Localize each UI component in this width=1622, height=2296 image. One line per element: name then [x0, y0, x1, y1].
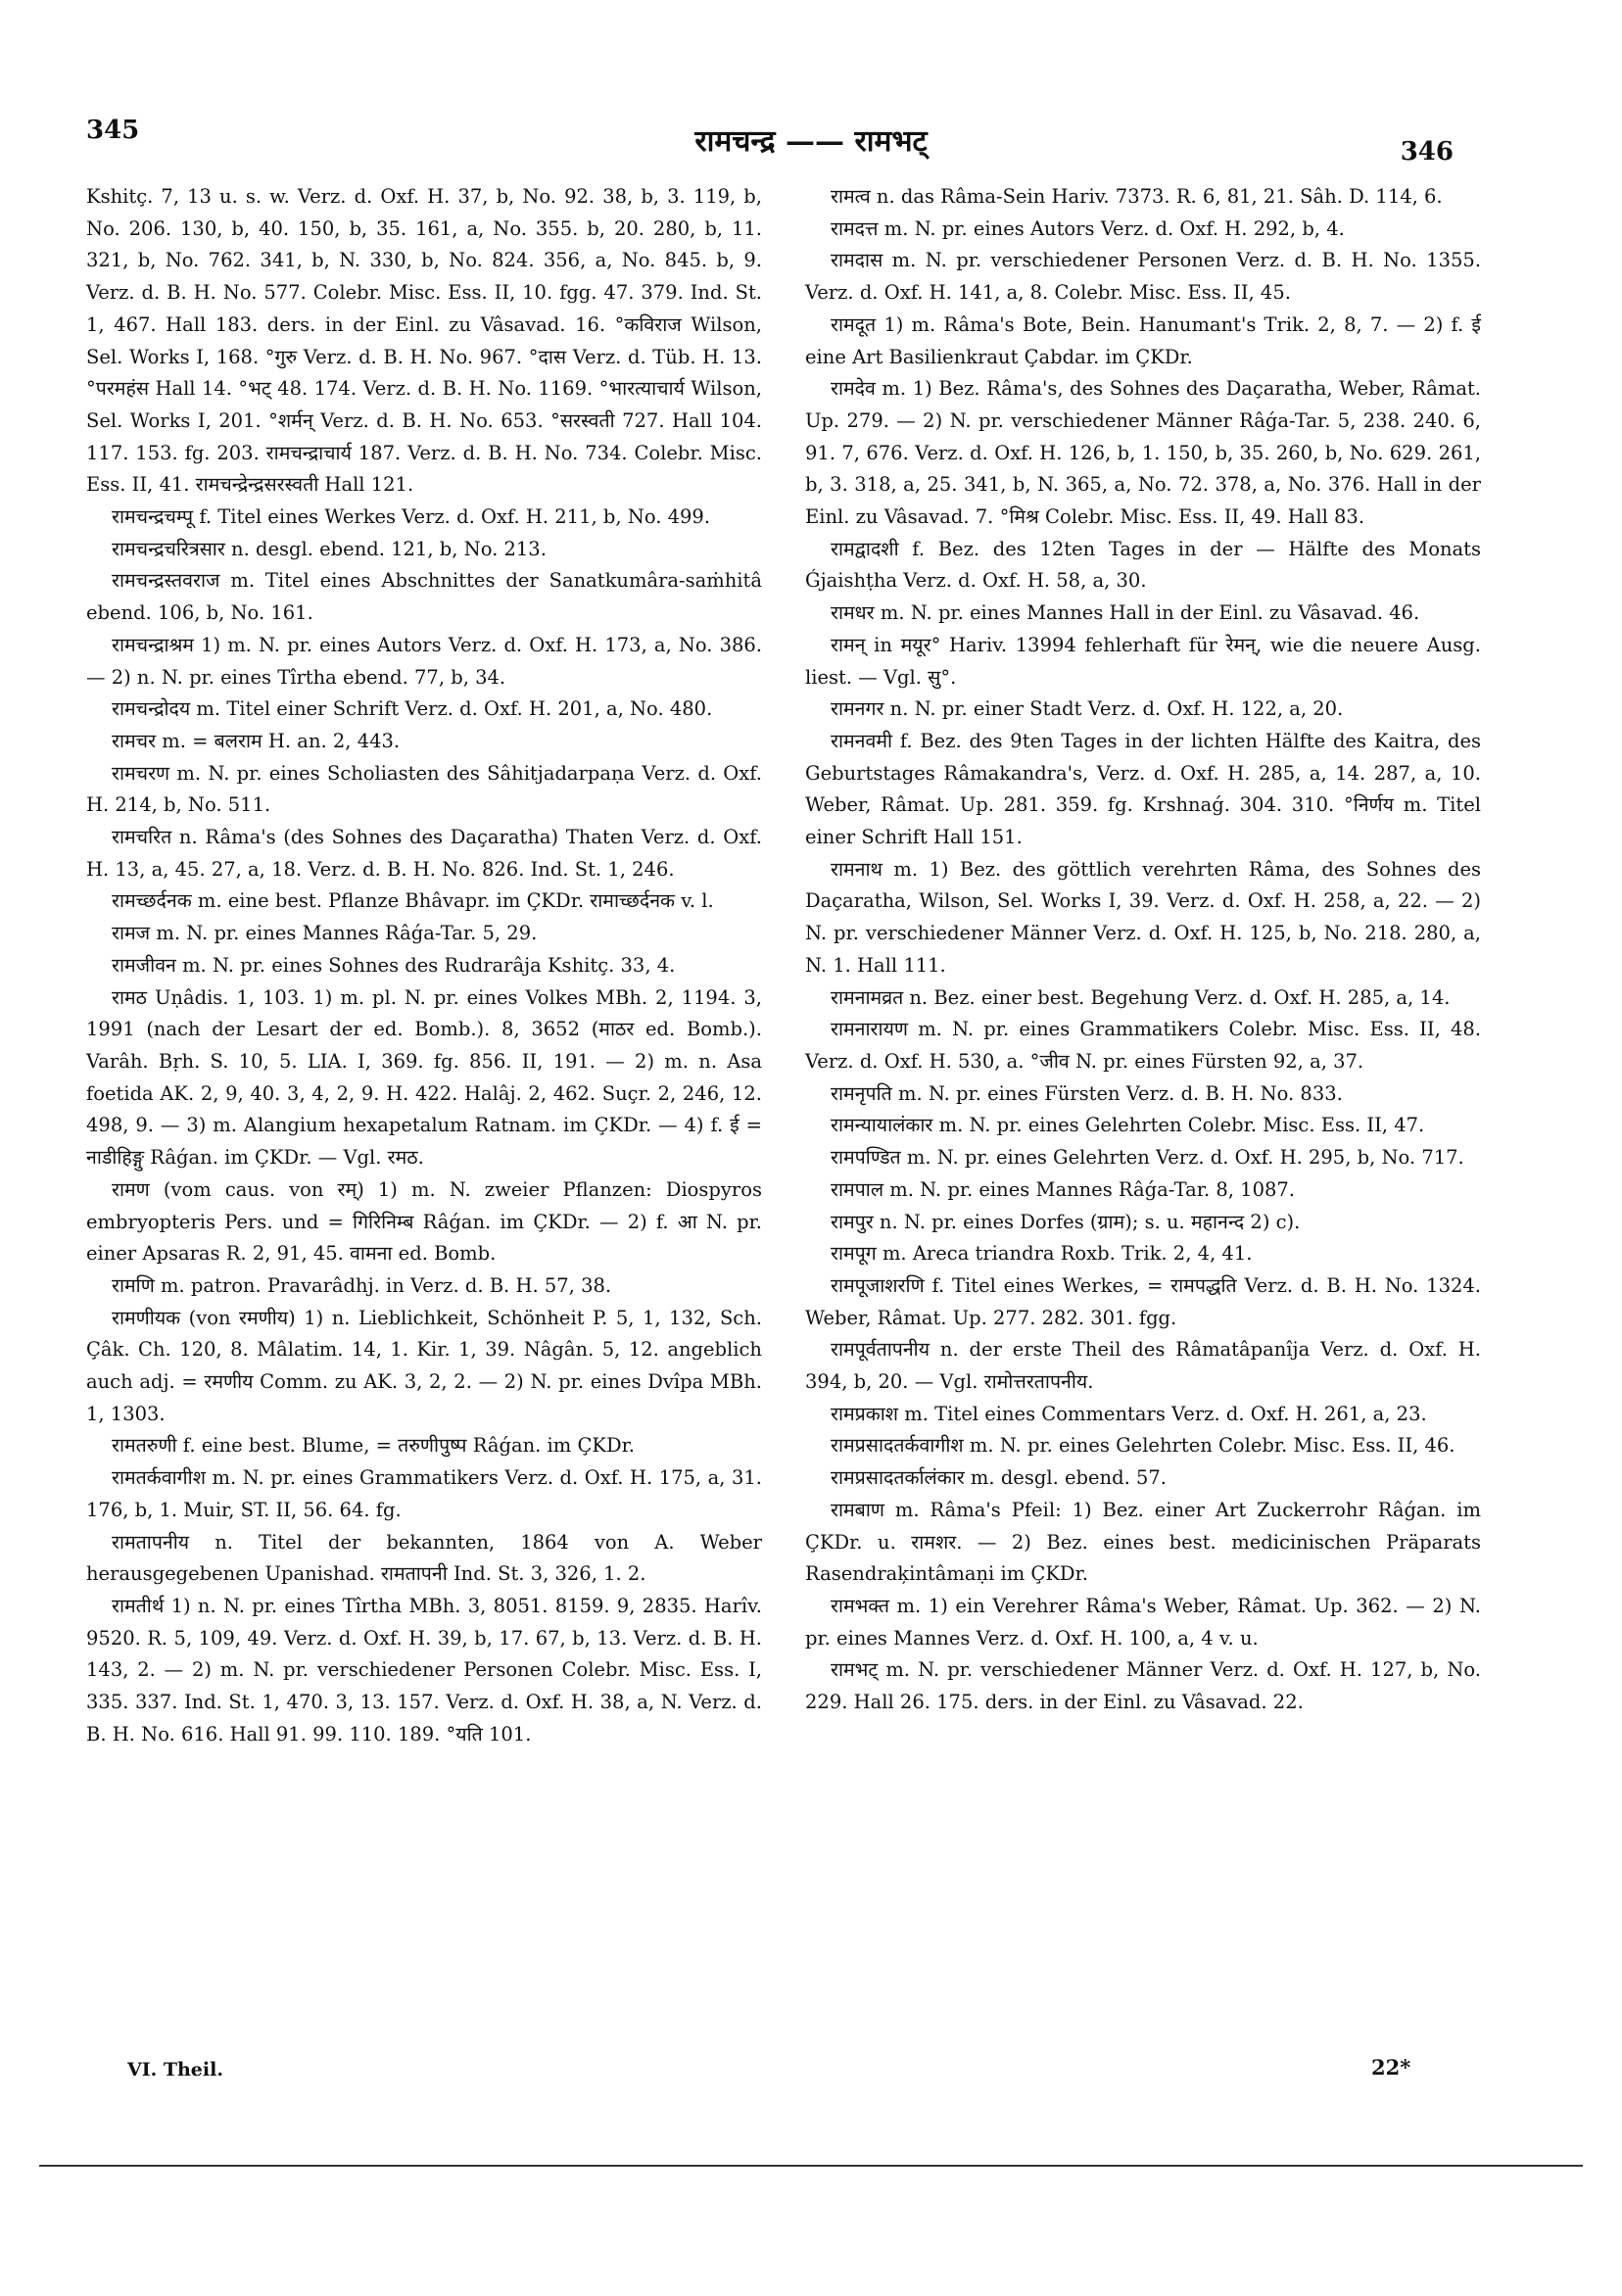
entry-ramapuga: रामपूग m. Areca triandra Roxb. Trik. 2, 4, 41. — [831, 1242, 1253, 1266]
right-page-number: 346 — [1400, 137, 1454, 167]
entry-continuation: Kshitç. 7, 13 u. s. w. Verz. d. Oxf. H. 37, b, No. 92. 38, b, 3. 119, b, No. 206. 130, b, 40. 150, b, 35. 161, a, No. 355. b, 20. 280, b, 11. 321, b, No. 762. 341, b, N. 330, b, No. 824. 356, a, No. 845. b, 9. Verz. d. B. H. No. 577. Colebr. Misc. Ess. II, 10. fgg. 47. 379. Ind. St. 1, 467. Hall 183. ders. in der Einl. zu Vâsavad. 16. °कविराज Wilson, Sel. Works I, 168. °गुरु Verz. d. B. H. No. 967. °दास Verz. d. Tüb. H. 13. °परमहंस Hall 14. °भट् 48. 174. Verz. d. B. H. No. 1169. °भारत्याचार्य Wilson, Sel. Works I, 201. °शर्मन् Verz. d. B. H. No. 653. °सरस्वती 727. Hall 104. 117. 153. fg. 203. रामचन्द्राचार्य 187. Verz. d. B. H. No. 734. Colebr. Misc. Ess. II, 41. रामचन्द्रेन्द्रसरस्वती Hall 121. — [86, 185, 762, 497]
right-column — [805, 181, 1481, 1719]
entry-ramatarúni: रामतरुणी f. eine best. Blume, = तरुणीपुष्प Râǵan. im ÇKDr. — [112, 1434, 635, 1458]
entry-ramatarkavagisa: रामतर्कवागीश m. N. pr. eines Grammatikers Verz. d. Oxf. H. 175, a, 31. 176, b, 1. Muir, ST. II, 56. 64. fg. — [86, 1466, 762, 1521]
entry-ramabana: रामबाण m. Râma's Pfeil: 1) Bez. einer Art Zuckerrohr Râǵan. im ÇKDr. u. रामशर. — 2) Bez. eines best. medicinischen Präparats Rasendraķintâmaṇi im ÇKDr. — [805, 1498, 1481, 1586]
sheet-number: 22* — [1371, 2055, 1411, 2080]
entry-ramanavami: रामनवमी f. Bez. des 9ten Tages in der lichten Hälfte des Kaitra, des Geburtstages Râmakandra's, Verz. d. Oxf. H. 285, a, 14. 287, a, 10. Weber, Râmat. Up. 281. 359. fg. Krshnaǵ. 304. 310. °निर्णय m. Titel einer Schrift Hall 151. — [805, 729, 1481, 849]
entry-ramanamavrata: रामनामव्रत n. Bez. einer best. Begehung Verz. d. Oxf. H. 285, a, 14. — [831, 985, 1451, 1009]
entry-ramaprasadatarkavagisa: रामप्रसादतर्कवागीश m. N. pr. eines Gelehrten Colebr. Misc. Ess. II, 46. — [831, 1434, 1455, 1458]
left-page-number: 345 — [86, 116, 140, 145]
entry-ramatha: रामठ Uṇâdis. 1, 103. 1) m. pl. N. pr. eines Volkes MBh. 2, 1194. 3, 1991 (nach der Lesart der ed. Bomb.). 8, 3652 (माठर ed. Bomb.). Varâh. Bṛh. S. 10, 5. LIA. I, 369. fg. 856. II, 191. — 2) m. n. Asa foetida AK. 2, 9, 40. 3, 4, 2, 9. H. 422. Halâj. 2, 462. Suçr. 2, 246, 12. 498, 9. — 3) m. Alangium hexapetalum Ratnam. im ÇKDr. — 4) f. ई = नाडीहिङ्गु Râǵan. im ÇKDr. — Vgl. रमठ. — [86, 985, 762, 1170]
entry-ramanarayana: रामनारायण m. N. pr. eines Grammatikers Colebr. Misc. Ess. II, 48. Verz. d. Oxf. H. 530, a. °जीव N. pr. eines Fürsten 92, a, 37. — [805, 1018, 1481, 1073]
entry-ramani: रामणि m. patron. Pravarâdhj. in Verz. d. B. H. 57, 38. — [112, 1273, 612, 1297]
entry-ramadhara: रामधर m. N. pr. eines Mannes Hall in der Einl. zu Vâsavad. 46. — [831, 601, 1420, 625]
entry-ramapala: रामपाल m. N. pr. eines Mannes Râǵa-Tar. 8, 1087. — [831, 1177, 1296, 1201]
entry-ramatva: रामत्व n. das Râma-Sein Hariv. 7373. R. 6, 81, 21. Sâh. D. 114, 6. — [831, 185, 1443, 208]
entry-ramapujasarani: रामपूजाशरणि f. Titel eines Werkes, = रामपद्धति Verz. d. B. H. No. 1324. Weber, Râmat. Up. 277. 282. 301. fgg. — [805, 1273, 1481, 1329]
entry-ramacara: रामचर m. = बलराम H. an. 2, 443. — [112, 729, 401, 752]
entry-ramapandita: रामपण्डित m. N. pr. eines Gelehrten Verz. d. Oxf. H. 295, b, No. 717. — [831, 1146, 1464, 1170]
entry-ramabhatta: रामभट् m. N. pr. verschiedener Männer Verz. d. Oxf. H. 127, b, No. 229. Hall 26. 175. ders. in der Einl. zu Vâsavad. 22. — [805, 1658, 1481, 1714]
entry-ramacandracaritrasara: रामचन्द्रचरित्रसार n. desgl. ebend. 121, b, No. 213. — [112, 537, 547, 560]
entry-ramacchardanaka: रामच्छर्दनक m. eine best. Pflanze Bhâvapr. im ÇKDr. रामाच्छर्दनक v. l. — [112, 889, 714, 913]
entry-ramadasa: रामदास m. N. pr. verschiedener Personen Verz. d. B. H. No. 1355. Verz. d. Oxf. H. 141, a, 8. Colebr. Misc. Ess. II, 45. — [805, 249, 1481, 305]
bottom-rule — [39, 2165, 1583, 2167]
entry-ramacarana: रामचरण m. N. pr. eines Scholiasten des Sâhitjadarpaṇa Verz. d. Oxf. H. 214, b, No. 511. — [86, 761, 762, 817]
signature-mark: VI. Theil. — [127, 2059, 223, 2081]
running-head: रामचन्द्र —— रामभट् — [694, 124, 928, 159]
entry-ramacandrasrama: रामचन्द्राश्रम 1) m. N. pr. eines Autors Verz. d. Oxf. H. 173, a, No. 386. — 2) n. N. pr. eines Tîrtha ebend. 77, b, 34. — [86, 633, 762, 689]
entry-ramana: रामण (vom caus. von रम्) 1) m. N. zweier Pflanzen: Diospyros embryopteris Pers. und = गिरिनिम्ब Râǵan. im ÇKDr. — 2) f. आ N. pr. einer Apsaras R. 2, 91, 45. वामना ed. Bomb. — [86, 1177, 762, 1266]
entry-ramaprakasa: रामप्रकाश m. Titel eines Commentars Verz. d. Oxf. H. 261, a, 23. — [831, 1402, 1427, 1425]
entry-ramadatta: रामदत्त m. N. pr. eines Autors Verz. d. Oxf. H. 292, b, 4. — [831, 216, 1345, 240]
entry-ramatirtha: रामतीर्थ 1) n. N. pr. eines Tîrtha MBh. 3, 8051. 8159. 9, 2835. Harîv. 9520. R. 5, 109, 49. Verz. d. Oxf. H. 39, b, 17. 67, b, 13. Verz. d. B. H. 143, 2. — 2) m. N. pr. verschiedener Personen Colebr. Misc. Ess. I, 335. 337. Ind. St. 1, 470. 3, 13. 157. Verz. d. Oxf. H. 38, a, N. Verz. d. B. H. No. 616. Hall 91. 99. 110. 189. °यति 101. — [86, 1594, 762, 1746]
entry-ramacarita: रामचरित n. Râma's (des Sohnes des Daçaratha) Thaten Verz. d. Oxf. H. 13, a, 45. 27, a, 18. Verz. d. B. H. No. 826. Ind. St. 1, 246. — [86, 826, 762, 881]
entry-ramaprasadatarkalamkara: रामप्रसादतर्कालंकार m. desgl. ebend. 57. — [831, 1466, 1167, 1490]
entry-ramacandrastavaraja: रामचन्द्रस्तवराज m. Titel eines Abschnittes der Sanatkumâra-saṁhitâ ebend. 106, b, No. 161. — [86, 569, 762, 625]
entry-ramadvadasi: रामद्वादशी f. Bez. des 12ten Tages in der — Hälfte des Monats Ǵjaishṭha Verz. d. Oxf. H. 58, a, 30. — [805, 537, 1481, 593]
entry-ramanatha: रामनाथ m. 1) Bez. des göttlich verehrten Râma, des Sohnes des Daçaratha, Wilson, Sel. Works I, 39. Verz. d. Oxf. H. 258, a, 22. — 2) N. pr. verschiedener Männer Verz. d. Oxf. H. 125, b, No. 218. 280, a, N. 1. Hall 111. — [805, 857, 1481, 977]
entry-ramacandrodaya: रामचन्द्रोदय m. Titel einer Schrift Verz. d. Oxf. H. 201, a, No. 480. — [112, 697, 713, 721]
left-column — [86, 181, 762, 1750]
entry-ramanagara: रामनगर n. N. pr. einer Stadt Verz. d. Oxf. H. 122, a, 20. — [831, 697, 1344, 721]
entry-ramajivana: रामजीवन m. N. pr. eines Sohnes des Rudrarâja Kshitç. 33, 4. — [112, 953, 676, 977]
entry-ramaduta: रामदूत 1) m. Râma's Bote, Bein. Hanumant's Trik. 2, 8, 7. — 2) f. ई eine Art Basilienkraut Çabdar. im ÇKDr. — [805, 312, 1481, 368]
entry-ramanrpati: रामनृपति m. N. pr. eines Fürsten Verz. d. B. H. No. 833. — [831, 1081, 1343, 1105]
entry-ramapurvatapaniya: रामपूर्वतापनीय n. der erste Theil des Râmatâpanîja Verz. d. Oxf. H. 394, b, 20. — Vgl. रामोत्तरतापनीय. — [805, 1338, 1481, 1394]
entry-ramatapaniya: रामतापनीय n. Titel der bekannten, 1864 von A. Weber herausgegebenen Upanishad. रामतापनी Ind. St. 3, 326, 1. 2. — [86, 1530, 762, 1586]
entry-ramanyayalamkara: रामन्यायालंकार m. N. pr. eines Gelehrten Colebr. Misc. Ess. II, 47. — [831, 1114, 1425, 1137]
entry-ramadeva: रामदेव m. 1) Bez. Râma's, des Sohnes des Daçaratha, Weber, Râmat. Up. 279. — 2) N. pr. verschiedener Männer Râǵa-Tar. 5, 238. 240. 6, 91. 7, 676. Verz. d. Oxf. H. 126, b, 1. 150, b, 35. 260, b, No. 629. 261, b, 3. 318, a, 25. 341, b, N. 365, a, No. 72. 378, a, No. 376. Hall in der Einl. zu Vâsavad. 7. °मिश्र Colebr. Misc. Ess. II, 49. Hall 83. — [805, 377, 1481, 529]
entry-ramabhakta: रामभक्त m. 1) ein Verehrer Râma's Weber, Râmat. Up. 362. — 2) N. pr. eines Mannes Verz. d. Oxf. H. 100, a, 4 v. u. — [805, 1594, 1481, 1650]
entry-ramaja: रामज m. N. pr. eines Mannes Râǵa-Tar. 5, 29. — [112, 922, 538, 945]
entry-raman: रामन् in मयूर° Hariv. 13994 fehlerhaft für रेमन्, wie die neuere Ausg. liest. — Vgl. सु°. — [805, 633, 1481, 689]
entry-ramapura: रामपुर n. N. pr. eines Dorfes (ग्राम); s. u. महानन्द 2) c). — [831, 1210, 1301, 1233]
entry-ramacandracampu: रामचन्द्रचम्पू f. Titel eines Werkes Verz. d. Oxf. H. 211, b, No. 499. — [112, 505, 711, 529]
entry-ramaniyaka: रामणीयक (von रमणीय) 1) n. Lieblichkeit, Schönheit P. 5, 1, 132, Sch. Çâk. Ch. 120, 8. Mâlatim. 14, 1. Kir. 1, 39. Nâgân. 5, 12. angeblich auch adj. = रमणीय Comm. zu AK. 3, 2, 2. — 2) N. pr. eines Dvîpa MBh. 1, 1303. — [86, 1306, 762, 1425]
